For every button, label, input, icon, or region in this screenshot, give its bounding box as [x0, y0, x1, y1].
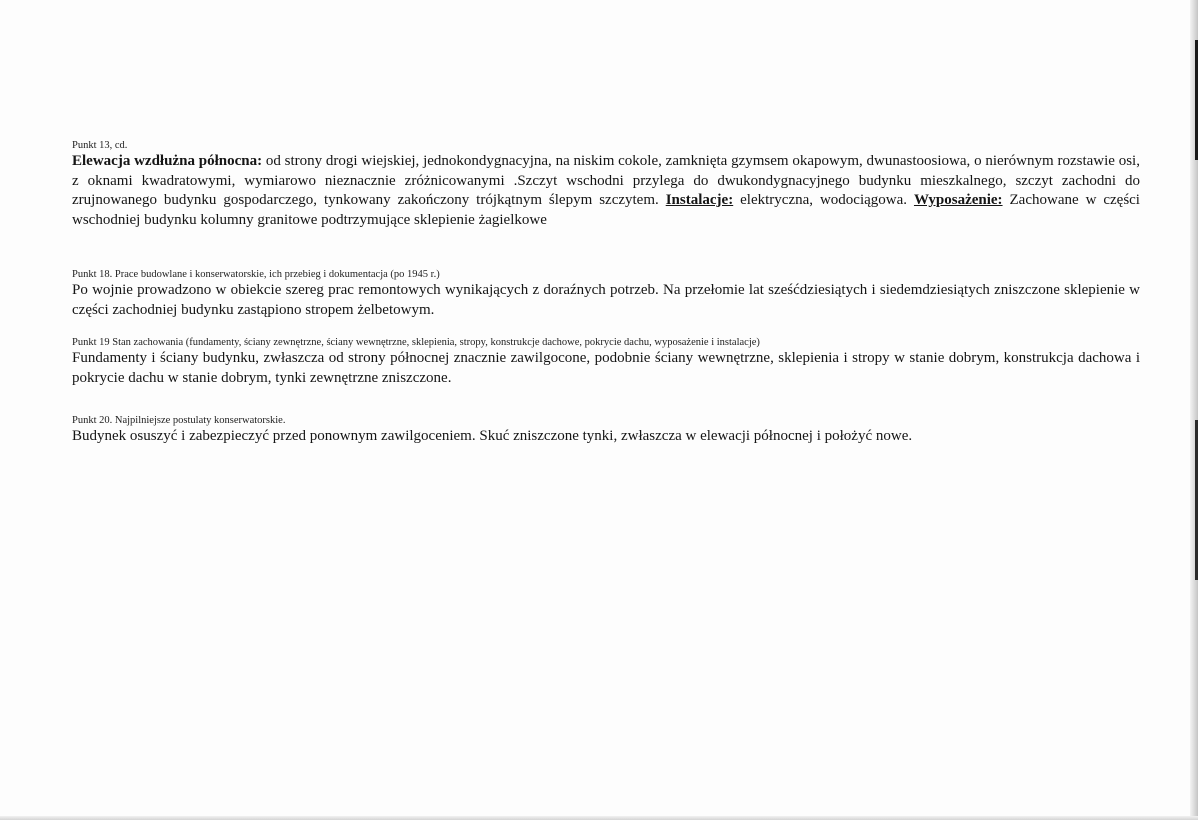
- section-heading: Punkt 20. Najpilniejsze postulaty konserwatorskie.: [72, 415, 286, 426]
- equipment-text: Zachowane w części wschodniej budynku kolumny granitowe podtrzymujące sklepienie żagielkowe: [72, 192, 1140, 228]
- section-heading: Punkt 19 Stan zachowania (fundamenty, ściany zewnętrzne, ściany wewnętrzne, sklepienia, stropy, konstrukcje dachowe, pokrycie dachu, wyposażenie i instalacje): [72, 337, 760, 348]
- equipment-label: Wyposażenie:: [913, 192, 1003, 208]
- section-body: [72, 152, 1140, 230]
- scan-edge-bottom: [0, 816, 1198, 820]
- installations-label: Instalacje:: [665, 192, 734, 208]
- elevation-text: od strony drogi wiejskiej, jednokondygnacyjna, na niskim cokole, zamknięta gzymsem okapowym, dwunastoosiowa, o nierównym rozstawie osi, z oknami kwadratowymi, wymiarowo nieznacznie zróżnicowanymi .Szczyt wschodni przylega do dwukondygnacyjnego budynku mieszkalnego, szczyt zachodni do zrujnowanego budynku gospodarczego, tynkowany zakończony trójkątnym ślepym szczytem.: [72, 153, 1140, 208]
- section-body: Budynek osuszyć i zabezpieczyć przed ponownym zawilgoceniem. Skuć zniszczone tynki, zwłaszcza w elewacji północnej i położyć nowe.: [72, 428, 913, 444]
- section-punkt-19: [72, 336, 1140, 388]
- section-punkt-13: [72, 139, 1140, 230]
- section-punkt-20: [72, 414, 1140, 447]
- section-body: Fundamenty i ściany budynku, zwłaszcza od strony północnej znacznie zawilgocone, podobnie ściany wewnętrzne, sklepienia i stropy w stanie dobrym, konstrukcja dachowa i pokrycie dachu w stanie dobrym, tynki zewnętrzne zniszczone.: [72, 350, 1140, 386]
- section-body: Po wojnie prowadzono w obiekcie szereg prac remontowych wynikających z doraźnych potrzeb. Na przełomie lat sześćdziesiątych i siedemdziesiątych zniszczone sklepienie w części zachodniej budynku zastąpiono stropem żelbetowym.: [72, 282, 1140, 318]
- installations-text: elektryczna, wodociągowa.: [733, 192, 914, 208]
- elevation-lead: Elewacja wzdłużna północna:: [72, 153, 263, 169]
- section-punkt-18: [72, 268, 1140, 320]
- section-heading: Punkt 18. Prace budowlane i konserwatorskie, ich przebieg i dokumentacja (po 1945 r.): [72, 269, 440, 280]
- section-heading: Punkt 13, cd.: [72, 140, 128, 151]
